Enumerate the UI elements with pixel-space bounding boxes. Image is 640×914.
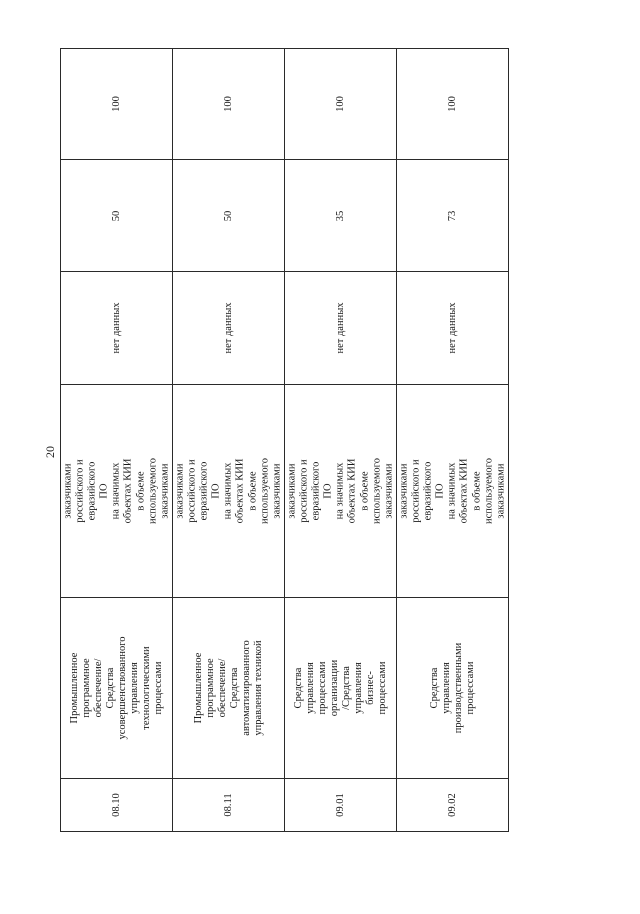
table-row-baseline (61, 272, 509, 385)
table-row-code (61, 779, 509, 832)
cell-target-2-09-01: 100 (285, 49, 397, 160)
cell-code-08-11: 08.11 (173, 779, 285, 832)
cell-indicator-08-10: заказчиками российского и евразийского ПО на значимых объектах КИИ в объеме используемого заказчиками (61, 385, 173, 598)
table-row-target-2 (61, 49, 509, 160)
cell-target-2-09-02: 100 (397, 49, 509, 160)
cell-baseline-08-10: нет данных (61, 272, 173, 385)
cell-indicator-08-11: заказчиками российского и евразийского ПО на значимых объектах КИИ в объеме используемого заказчиками (173, 385, 285, 598)
cell-code-09-01: 09.01 (285, 779, 397, 832)
cell-baseline-09-02: нет данных (397, 272, 509, 385)
cell-baseline-08-11: нет данных (173, 272, 285, 385)
cell-code-08-10: 08.10 (61, 779, 173, 832)
cell-indicator-09-01: заказчиками российского и евразийского ПО на значимых объектах КИИ в объеме используемого заказчиками (285, 385, 397, 598)
cell-category-08-10: Промышленное программное обеспечение/ Средства усовершенствованного управления технологическими процессами (61, 598, 173, 779)
cell-category-09-02: Средства управления производственными процессами (397, 598, 509, 779)
cell-target-1-09-02: 73 (397, 160, 509, 272)
cell-indicator-09-02: заказчиками российского и евразийского ПО на значимых объектах КИИ в объеме используемого заказчиками (397, 385, 509, 598)
page-number: 20 (42, 446, 57, 458)
table-row-category (61, 598, 509, 779)
indicators-table (60, 48, 509, 832)
cell-baseline-09-01: нет данных (285, 272, 397, 385)
table-row-target-1 (61, 160, 509, 272)
cell-target-2-08-11: 100 (173, 49, 285, 160)
cell-target-1-09-01: 35 (285, 160, 397, 272)
cell-category-08-11: Промышленное программное обеспечение/ Средства автоматизированного управления техникой (173, 598, 285, 779)
cell-target-2-08-10: 100 (61, 49, 173, 160)
table-row-indicator (61, 385, 509, 598)
cell-target-1-08-10: 50 (61, 160, 173, 272)
cell-code-09-02: 09.02 (397, 779, 509, 832)
cell-category-09-01: Средства управления процессами организации /Средства управления бизнес-процессами (285, 598, 397, 779)
cell-target-1-08-11: 50 (173, 160, 285, 272)
